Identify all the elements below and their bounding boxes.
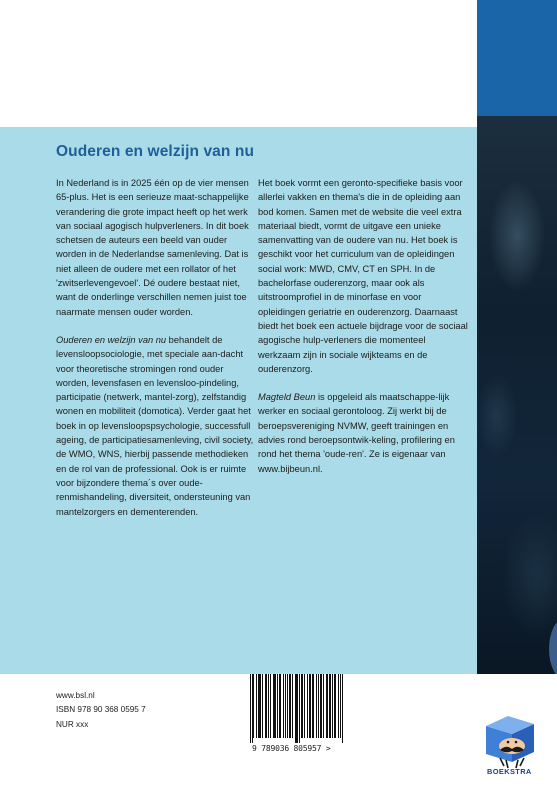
barcode-bar <box>279 674 280 738</box>
barcode-bar <box>313 674 314 738</box>
barcode-bar <box>270 674 271 738</box>
barcode-bar <box>329 674 330 738</box>
barcode-bar <box>316 674 317 738</box>
blurb-left-column <box>56 176 259 533</box>
barcode-bar <box>340 674 341 738</box>
author-bio <box>258 390 468 476</box>
barcode-bar <box>277 674 278 738</box>
boekstra-logo <box>478 704 550 800</box>
barcode-bar <box>323 674 324 738</box>
blurb-paragraph <box>56 333 259 519</box>
barcode-bar <box>301 674 302 738</box>
barcode-bar <box>342 674 343 743</box>
nur-text: NUR xxx <box>56 719 89 729</box>
barcode-bar <box>332 674 333 738</box>
publisher-info <box>56 689 146 732</box>
author-bio-text: is opgeleid als maatschappe-lijk werker en sociaal gerontoloog. Zij werkt bij de beroepsvereniging NVMW, geeft trainingen en advies rond beroepsontwik-keling, profilering en rond het thema 'oude-ren'. Ze is eigenaar van www.bijbeun.nl. <box>258 392 455 474</box>
barcode-bar <box>274 674 275 738</box>
barcode-bar <box>297 674 298 743</box>
cover-circle-shape <box>549 619 557 679</box>
barcode-bar <box>283 674 284 738</box>
barcode-bar <box>299 674 300 743</box>
top-margin <box>0 0 477 127</box>
barcode-bar <box>295 674 296 743</box>
blurb-right-column <box>258 176 468 490</box>
blurb-paragraph: Het boek vormt een geronto-specifieke basis voor allerlei vakken en thema's die in de opleiding aan bod komen. Samen met de website die veel extra materiaal biedt, vormt de uitgave een unieke samenvatting van de oudere van nu. Het boek is geschikt voor het curriculum van de opleidingen social work: MWD, CMV, CT en SPH. In de bachelorfase ouderenzorg, maar ook als uitstroomprofiel in de minorfase en voor opleidingen geriatrie en ouderenzorg. Daarnaast biedt het boek een actuele bijdrage voor de sociaal agogische hulp-verleners die momenteel werkzaam zijn in sociale wijkteams en de ouderenzorg. <box>258 178 468 374</box>
author-name: Magteld Beun <box>258 392 316 403</box>
barcode-bar <box>304 674 305 738</box>
barcode-bars <box>250 674 346 743</box>
barcode-bar <box>258 674 259 738</box>
barcode-bar <box>250 674 251 743</box>
barcode-bar <box>268 674 269 738</box>
barcode-bar <box>275 674 276 738</box>
barcode-bar <box>312 674 313 738</box>
spine-blue-band <box>477 0 557 118</box>
barcode-bar <box>330 674 331 738</box>
barcode-bar <box>309 674 310 738</box>
barcode-bar <box>289 674 290 738</box>
book-title-italic: Ouderen en welzijn van nu <box>56 334 167 345</box>
barcode-bar <box>252 674 253 743</box>
barcode-bar <box>256 674 257 738</box>
barcode-bar <box>320 674 321 738</box>
barcode-bar <box>290 674 291 738</box>
barcode-bar <box>253 674 254 738</box>
boekstra-logo-graphic <box>478 704 550 800</box>
isbn-barcode <box>250 674 346 743</box>
book-title: Ouderen en welzijn van nu <box>56 143 255 160</box>
barcode-bar <box>292 674 293 738</box>
publisher-website: www.bsl.nl <box>56 691 95 700</box>
front-cover-photo-edge <box>477 116 557 674</box>
barcode-bar <box>326 674 327 738</box>
barcode-bar <box>335 674 336 738</box>
boekstra-logo-text: BOEKSTRA <box>487 767 532 776</box>
barcode-bar <box>262 674 263 738</box>
barcode-bar <box>260 674 261 738</box>
barcode-bar <box>318 674 319 738</box>
barcode-bar <box>334 674 335 738</box>
barcode-bar <box>327 674 328 738</box>
blurb-paragraph: In Nederland is in 2025 één op de vier mensen 65-plus. Het is een serieuze maat-schappelijke verandering die grote impact heeft op het werk van sociaal agogisch hulpverleners. In dit boek schetsen de auteurs een beeld van ouder worden in de Nederlandse samenleving. Dat is niet alleen de oudere met een rollator of het 'zwitserlevengevoel'. Dé oudere bestaat niet, want de onderlinge verschillen nemen juist toe naarmate mensen ouder worden. <box>56 178 249 317</box>
barcode-bar <box>280 674 281 738</box>
barcode-bar <box>302 674 303 738</box>
barcode-bar <box>285 674 286 738</box>
barcode-bar <box>287 674 288 738</box>
barcode-bar <box>321 674 322 738</box>
barcode-bar <box>310 674 311 738</box>
barcode-bar <box>338 674 339 738</box>
barcode-bar <box>273 674 274 738</box>
barcode-bar <box>265 674 266 738</box>
barcode-bar <box>259 674 260 738</box>
barcode-bar <box>266 674 267 738</box>
barcode-digits: 9 789036 805957 > <box>252 744 331 753</box>
barcode-bar <box>296 674 297 743</box>
isbn-text: ISBN 978 90 368 0595 7 <box>56 705 146 715</box>
blurb-text: behandelt de levensloopsociologie, met speciale aan-dacht voor theoretische stromingen rond ouder worden, levensfasen en levensloo-pindeling, participatie (netwerk, mantel-zorg), zelfstandig wonen en mobiliteit (domotica). Verder gaat het boek in op levensloopspsychologie, successfull ageing, de participatiesamenleving, civil society, de WMO, WNS, hierbij passende methodieken en de rol van de professional. Ook is er ruimte voor bijzondere thema´s over oude-renmishandeling, diversiteit, ondersteuning van mantelzorgers en dementerenden. <box>56 334 254 517</box>
barcode-bar <box>307 674 308 738</box>
